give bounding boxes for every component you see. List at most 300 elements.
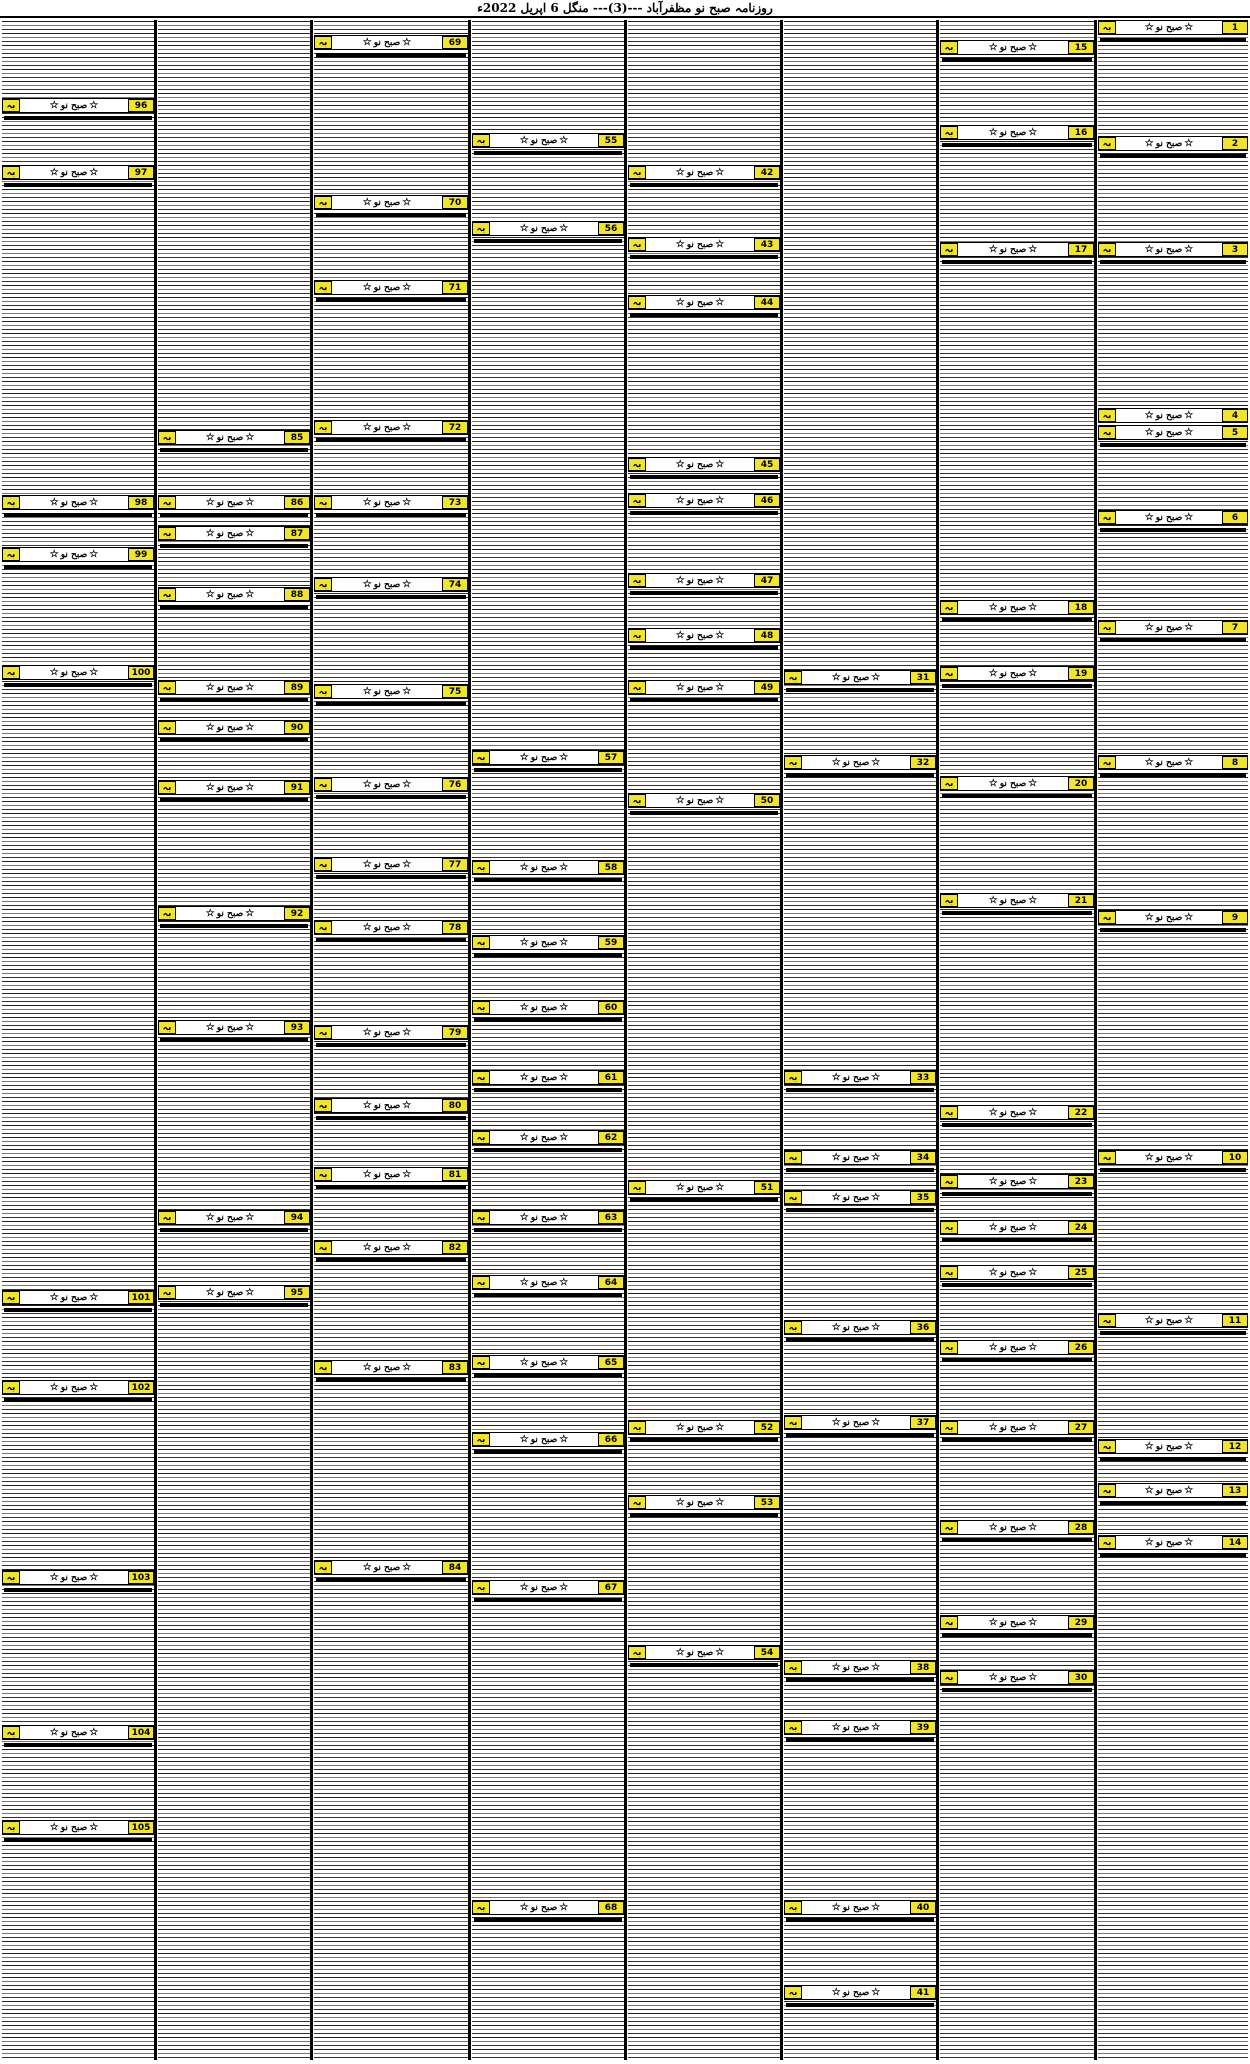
star-icon: ☆ [362,497,372,508]
item-header-label [490,1132,598,1143]
header-text: صبح نو [1155,245,1183,255]
item-number: 73 [442,496,468,509]
star-icon: ☆ [89,549,99,560]
item-number: 7 [1222,621,1248,634]
star-icon: ☆ [559,1277,569,1288]
header-text: صبح نو [216,723,244,733]
star-icon: ☆ [519,1357,529,1368]
item-number: 75 [442,685,468,698]
star-icon: ☆ [402,922,412,933]
news-item-header [472,860,624,875]
item-header-label [332,497,442,508]
tick-badge-icon: بہ [314,1241,332,1254]
item-header-label [20,1822,128,1833]
star-icon: ☆ [1184,138,1194,149]
star-icon: ☆ [89,1572,99,1583]
item-number: 14 [1222,1536,1248,1549]
news-item-header [472,1130,624,1145]
headline-bar [160,738,308,742]
headline-bar [160,1038,308,1042]
header-text: صبح نو [60,168,88,178]
star-icon: ☆ [362,37,372,48]
news-item-header [158,906,310,921]
tick-badge-icon: بہ [940,1341,958,1354]
headline-bar [786,773,934,777]
item-header-label [958,602,1068,613]
header-text: صبح نو [999,669,1027,679]
item-number: 68 [598,1901,624,1914]
star-icon: ☆ [988,778,998,789]
star-icon: ☆ [89,100,99,111]
tick-badge-icon: بہ [158,721,176,734]
item-header-label [802,1662,910,1673]
star-icon: ☆ [1028,127,1038,138]
header-text: صبح نو [1155,1153,1183,1163]
tick-badge-icon: بہ [628,574,646,587]
tick-badge-icon: بہ [158,588,176,601]
header-text: صبح نو [530,1903,558,1913]
header-text: صبح نو [1155,623,1183,633]
header-text: صبح نو [60,498,88,508]
header-text: صبح نو [60,101,88,111]
tick-badge-icon: بہ [314,921,332,934]
news-item-header [158,1020,310,1035]
item-header-label [1116,912,1222,923]
item-header-label [20,100,128,111]
news-item-header [940,893,1094,908]
news-item-header [1098,1439,1248,1454]
star-icon: ☆ [988,602,998,613]
col-1 [1098,20,1248,2060]
star-icon: ☆ [402,779,412,790]
tick-badge-icon: بہ [472,751,490,764]
news-item-header [158,1210,310,1225]
item-number: 12 [1222,1440,1248,1453]
col-5 [472,20,624,2060]
headline-bar [474,239,622,243]
item-number: 99 [128,548,154,561]
header-text: صبح نو [373,860,401,870]
news-item-header [940,1520,1094,1535]
star-icon: ☆ [402,497,412,508]
item-number: 87 [284,527,310,540]
star-icon: ☆ [519,1002,529,1013]
news-item-header [314,280,468,295]
headline-bar [316,53,466,57]
header-text: صبح نو [530,1358,558,1368]
star-icon: ☆ [1184,1315,1194,1326]
item-header-label [1116,757,1222,768]
headline-bar [474,151,622,155]
star-icon: ☆ [519,1132,529,1143]
header-text: صبح نو [1155,411,1183,421]
tick-badge-icon: بہ [158,781,176,794]
star-icon: ☆ [362,1169,372,1180]
star-icon: ☆ [1184,410,1194,421]
star-icon: ☆ [1184,244,1194,255]
tick-badge-icon: بہ [628,1496,646,1509]
header-text: صبح نو [1155,1316,1183,1326]
tick-badge-icon: بہ [158,1286,176,1299]
item-header-label [802,672,910,683]
headline-bar [630,1198,778,1202]
star-icon: ☆ [559,937,569,948]
tick-badge-icon: بہ [472,1433,490,1446]
col-8 [2,20,154,2060]
star-icon: ☆ [871,1417,881,1428]
headline-bar [786,688,934,692]
news-item-header [158,495,310,510]
star-icon: ☆ [988,1672,998,1683]
item-header-label [1116,622,1222,633]
star-icon: ☆ [988,244,998,255]
news-item-header [628,1420,780,1435]
star-icon: ☆ [715,795,725,806]
header-text: صبح نو [1155,428,1183,438]
tick-badge-icon: بہ [940,667,958,680]
header-text: صبح نو [1155,913,1183,923]
tick-badge-icon: بہ [472,1211,490,1224]
tick-badge-icon: بہ [784,1151,802,1164]
item-number: 88 [284,588,310,601]
header-text: صبح نو [216,529,244,539]
star-icon: ☆ [402,1562,412,1573]
headline-bar [474,878,622,882]
header-text: صبح نو [216,498,244,508]
headline-bar [4,1838,152,1842]
header-text: صبح نو [60,1573,88,1583]
item-number: 21 [1068,894,1094,907]
item-header-label [1116,1485,1222,1496]
headline-bar [474,953,622,957]
item-number: 8 [1222,756,1248,769]
item-number: 51 [754,1181,780,1194]
news-item-header [940,1174,1094,1189]
headline-bar [942,794,1092,798]
headline-bar [316,1116,466,1120]
column-divider [780,20,783,2060]
item-number: 90 [284,721,310,734]
header-text: صبح نو [842,1153,870,1163]
tick-badge-icon: بہ [472,1901,490,1914]
item-header-label [332,922,442,933]
item-number: 34 [910,1151,936,1164]
tick-badge-icon: بہ [1098,21,1116,34]
item-number: 44 [754,296,780,309]
news-item-header [1098,425,1248,440]
header-text: صبح نو [686,1183,714,1193]
news-item-header [784,1660,936,1675]
item-number: 76 [442,778,468,791]
tick-badge-icon: بہ [940,1266,958,1279]
item-header-label [490,1212,598,1223]
news-item-header [2,1820,154,1835]
header-text: صبح نو [60,1293,88,1303]
item-number: 77 [442,858,468,871]
item-header-label [176,908,284,919]
header-text: صبح نو [530,1435,558,1445]
header-text: صبح نو [373,498,401,508]
headline-bar [160,798,308,802]
headline-bar [1100,773,1246,777]
header-text: صبح نو [530,1133,558,1143]
star-icon: ☆ [1028,42,1038,53]
star-icon: ☆ [831,1192,841,1203]
star-icon: ☆ [1144,22,1154,33]
star-icon: ☆ [362,422,372,433]
tick-badge-icon: بہ [2,1821,20,1834]
headline-bar [942,1192,1092,1196]
star-icon: ☆ [1184,1441,1194,1452]
item-header-label [176,682,284,693]
headline-bar [316,875,466,879]
news-item-header [1098,510,1248,525]
headline-bar [316,1043,466,1047]
star-icon: ☆ [559,135,569,146]
item-number: 74 [442,578,468,591]
tick-badge-icon: بہ [472,1581,490,1594]
item-header-label [802,1192,910,1203]
column-divider [310,20,313,2060]
star-icon: ☆ [89,1382,99,1393]
item-number: 66 [598,1433,624,1446]
header-text: صبح نو [999,1673,1027,1683]
column-divider [624,20,627,2060]
news-item-header [314,1240,468,1255]
star-icon: ☆ [402,1027,412,1038]
news-item-header [784,670,936,685]
headline-bar [942,618,1092,622]
star-icon: ☆ [675,1422,685,1433]
news-item-header [628,793,780,808]
item-number: 33 [910,1071,936,1084]
item-number: 52 [754,1421,780,1434]
star-icon: ☆ [519,1212,529,1223]
item-number: 1 [1222,21,1248,34]
star-icon: ☆ [988,42,998,53]
star-icon: ☆ [1144,244,1154,255]
headline-bar [474,1598,622,1602]
item-header-label [490,1434,598,1445]
header-text: صبح نو [373,423,401,433]
item-header-label [802,1072,910,1083]
tick-badge-icon: بہ [1098,1151,1116,1164]
star-icon: ☆ [1028,1267,1038,1278]
headline-bar [942,1283,1092,1287]
tick-badge-icon: بہ [940,777,958,790]
tick-badge-icon: بہ [784,1721,802,1734]
star-icon: ☆ [559,1072,569,1083]
star-icon: ☆ [715,575,725,586]
news-item-header [1098,408,1248,423]
star-icon: ☆ [205,497,215,508]
tick-badge-icon: بہ [628,238,646,251]
item-number: 94 [284,1211,310,1224]
tick-badge-icon: بہ [940,41,958,54]
news-item-header [472,1580,624,1595]
star-icon: ☆ [245,1212,255,1223]
item-number: 78 [442,921,468,934]
news-item-header [1098,1150,1248,1165]
item-header-label [958,1422,1068,1433]
news-item-header [940,1220,1094,1235]
item-number: 27 [1068,1421,1094,1434]
item-header-label [332,1562,442,1573]
star-icon: ☆ [559,1434,569,1445]
star-icon: ☆ [871,1322,881,1333]
header-text: صبح نو [530,938,558,948]
star-icon: ☆ [715,1647,725,1658]
star-icon: ☆ [362,859,372,870]
star-icon: ☆ [1184,1537,1194,1548]
star-icon: ☆ [519,1434,529,1445]
news-item-header [314,1167,468,1182]
item-header-label [332,686,442,697]
news-item-header [314,920,468,935]
star-icon: ☆ [1028,1176,1038,1187]
news-item-header [314,684,468,699]
news-item-header [940,600,1094,615]
star-icon: ☆ [402,686,412,697]
headline-bar [786,1208,934,1212]
item-header-label [490,1357,598,1368]
item-header-label [332,422,442,433]
news-item-header [628,165,780,180]
item-header-label [958,1176,1068,1187]
star-icon: ☆ [988,127,998,138]
news-item-header [628,573,780,588]
headline-bar [316,702,466,706]
headline-bar [4,1588,152,1592]
header-text: صبح نو [373,1170,401,1180]
star-icon: ☆ [1144,1537,1154,1548]
star-icon: ☆ [871,672,881,683]
tick-badge-icon: بہ [784,671,802,684]
item-number: 84 [442,1561,468,1574]
tick-badge-icon: بہ [628,629,646,642]
news-item-header [2,1570,154,1585]
tick-badge-icon: بہ [1098,911,1116,924]
header-text: صبح نو [60,668,88,678]
header-text: صبح نو [373,1028,401,1038]
star-icon: ☆ [205,1287,215,1298]
headline-bar [160,1303,308,1307]
item-header-label [646,167,754,178]
item-number: 5 [1222,426,1248,439]
star-icon: ☆ [988,1176,998,1187]
header-text: صبح نو [373,283,401,293]
item-header-label [332,1027,442,1038]
star-icon: ☆ [519,1072,529,1083]
tick-badge-icon: بہ [628,681,646,694]
news-item-header [472,1000,624,1015]
item-number: 81 [442,1168,468,1181]
star-icon: ☆ [559,1582,569,1593]
tick-badge-icon: بہ [1098,243,1116,256]
star-icon: ☆ [1144,512,1154,523]
star-icon: ☆ [675,167,685,178]
star-icon: ☆ [89,167,99,178]
headline-bar [786,2003,934,2007]
header-text: صبح نو [1155,23,1183,33]
item-header-label [958,1617,1068,1628]
tick-badge-icon: بہ [940,243,958,256]
news-item-header [2,547,154,562]
star-icon: ☆ [831,1722,841,1733]
item-number: 42 [754,166,780,179]
headline-bar [474,768,622,772]
headline-bar [316,1378,466,1382]
tick-badge-icon: بہ [314,281,332,294]
item-header-label [958,1107,1068,1118]
item-number: 105 [128,1821,154,1834]
item-number: 11 [1222,1314,1248,1327]
news-item-header [784,1900,936,1915]
item-header-label [490,1072,598,1083]
item-header-label [646,1647,754,1658]
news-item-header [158,780,310,795]
star-icon: ☆ [362,779,372,790]
header-text: صبح نو [373,198,401,208]
headline-bar [942,143,1092,147]
star-icon: ☆ [715,1182,725,1193]
star-icon: ☆ [988,1342,998,1353]
item-number: 72 [442,421,468,434]
tick-badge-icon: بہ [784,1071,802,1084]
item-number: 53 [754,1496,780,1509]
item-header-label [176,589,284,600]
star-icon: ☆ [1028,778,1038,789]
item-header-label [1116,1152,1222,1163]
item-header-label [802,1987,910,1998]
header-text: صبح نو [373,923,401,933]
item-header-label [802,1322,910,1333]
news-item-header [1098,620,1248,635]
item-number: 79 [442,1026,468,1039]
headline-bar [942,1438,1092,1442]
star-icon: ☆ [988,1422,998,1433]
item-number: 46 [754,494,780,507]
header-text: صبح نو [60,1383,88,1393]
star-icon: ☆ [1028,1222,1038,1233]
star-icon: ☆ [49,1572,59,1583]
item-header-label [1116,512,1222,523]
news-item-header [2,1725,154,1740]
headline-bar [786,1738,934,1742]
item-number: 80 [442,1099,468,1112]
item-number: 61 [598,1071,624,1084]
news-item-header [784,1070,936,1085]
star-icon: ☆ [49,667,59,678]
item-header-label [332,1100,442,1111]
star-icon: ☆ [362,197,372,208]
item-number: 30 [1068,1671,1094,1684]
item-number: 47 [754,574,780,587]
item-number: 26 [1068,1341,1094,1354]
item-header-label [490,223,598,234]
item-number: 65 [598,1356,624,1369]
headline-bar [316,938,466,942]
tick-badge-icon: بہ [628,458,646,471]
star-icon: ☆ [1028,244,1038,255]
star-icon: ☆ [402,579,412,590]
star-icon: ☆ [89,1822,99,1833]
item-header-label [332,1169,442,1180]
header-text: صبح نو [216,1023,244,1033]
item-header-label [1116,427,1222,438]
item-header-label [958,895,1068,906]
headline-bar [4,1743,152,1747]
